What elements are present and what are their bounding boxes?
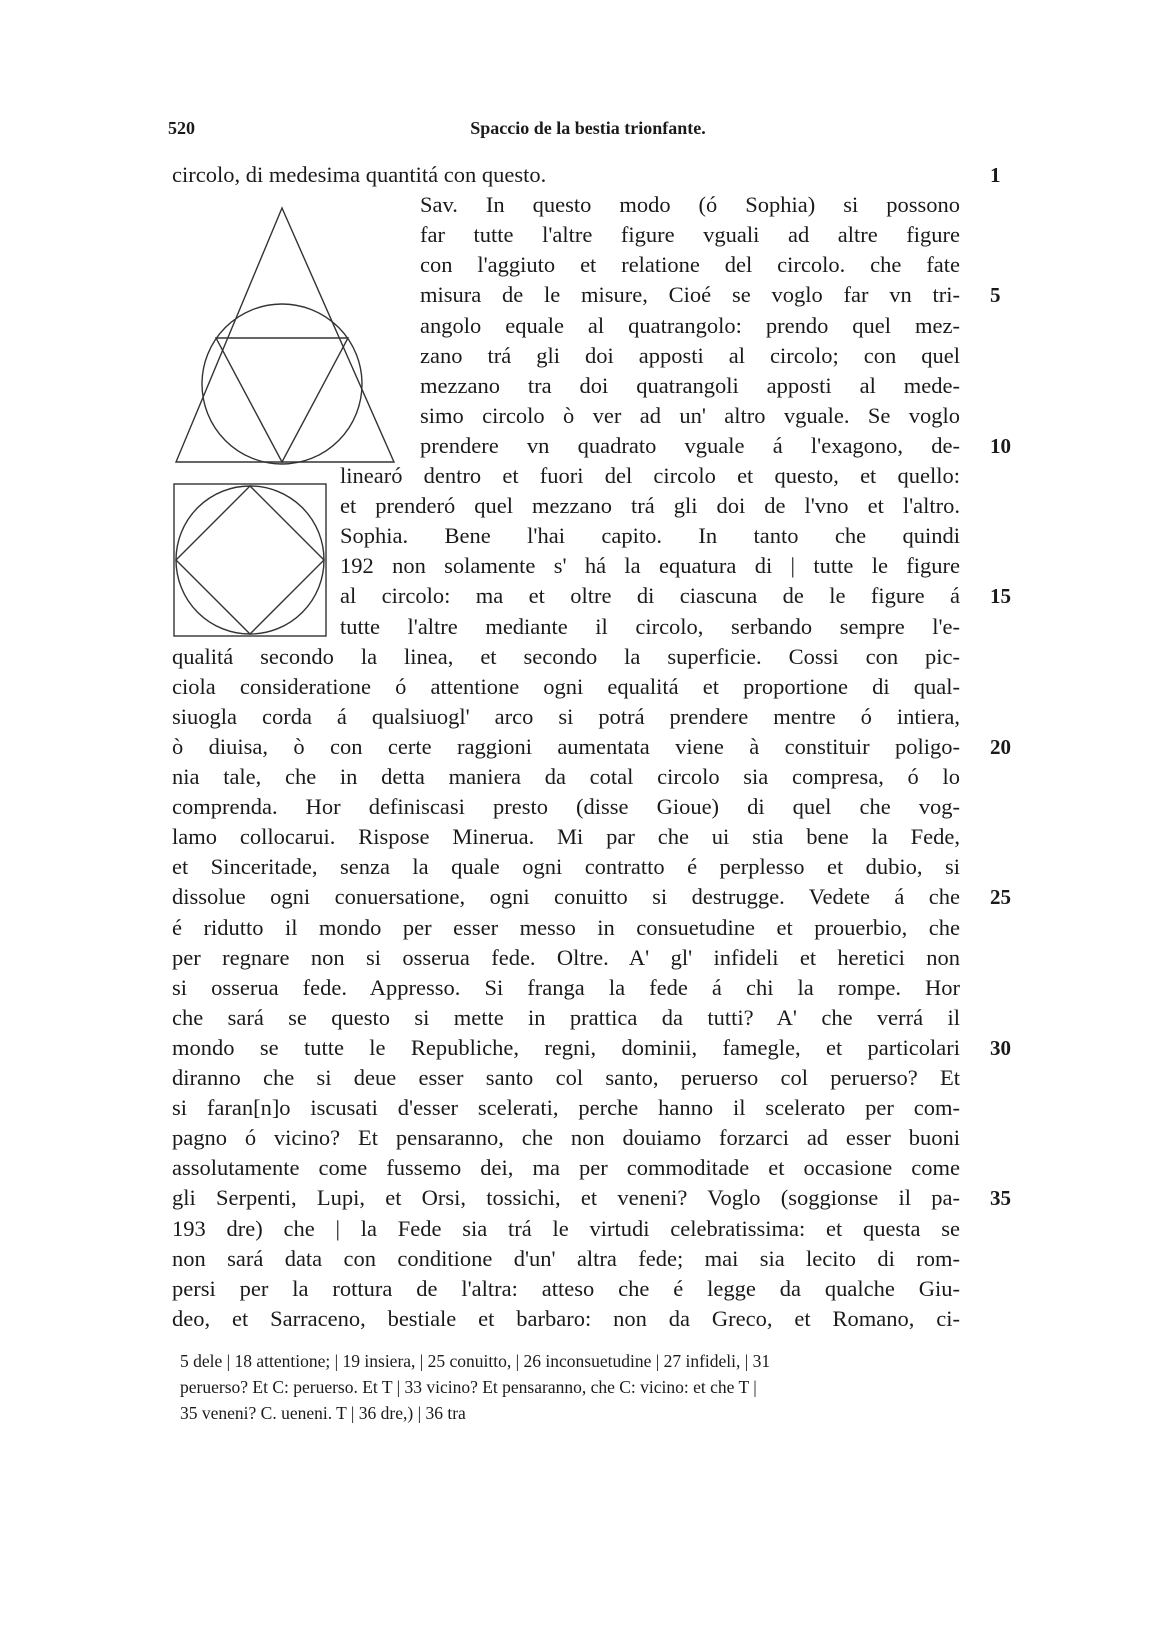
text-line: non sará data con conditione d'un' altra fede; mai sia lecito di rom- — [172, 1245, 960, 1271]
text-line: che sará se questo si mette in prattica da tutti? A' che verrá il — [172, 1004, 960, 1030]
text-line: siuogla corda á qualsiuogl' arco si potrá prendere mentre ó intiera, — [172, 703, 960, 729]
line-number: 35 — [990, 1186, 1011, 1211]
text-line: nia tale, che in detta maniera da cotal circolo sia compresa, ó lo — [172, 764, 960, 789]
text-line: lamo collocarui. Rispose Minerua. Mi par che ui stia bene la Fede, — [172, 824, 960, 850]
line-number: 1 — [990, 163, 1001, 187]
line-number: 25 — [990, 885, 1011, 910]
text-line: angolo equale al quatrangolo: prendo quel mez- — [420, 312, 960, 338]
line-number: 30 — [990, 1035, 1011, 1060]
text-line: far tutte l'altre figure vguali ad altre figure — [420, 222, 960, 248]
text-line: é ridutto il mondo per esser messo in consuetudine et prouerbio, che — [172, 914, 960, 940]
line-number: 20 — [990, 734, 1011, 759]
text-line: tutte l'altre mediante il circolo, serbando sempre l'e- — [340, 613, 960, 639]
text-line: gli Serpenti, Lupi, et Orsi, tossichi, et veneni? Voglo (soggionse il pa- — [172, 1185, 960, 1211]
footnote-line: 35 veneni? C. ueneni. T | 36 dre,) | 36 tra — [180, 1403, 466, 1423]
text-line: ciola consideratione ó attentione ogni equalitá et proportione di qual- — [172, 673, 960, 699]
text-line: 192 non solamente s' há la equatura di | tutte le figure — [340, 553, 960, 579]
text-line: si osserua fede. Appresso. Si franga la fede á chi la rompe. Hor — [172, 974, 960, 1000]
line-number: 10 — [990, 433, 1011, 458]
triangle-circle-figure — [170, 200, 410, 470]
page-header — [168, 118, 1008, 148]
text-line: ò diuisa, ò con certe raggioni aumentata viene à constituir poligo- — [172, 733, 960, 759]
text-line: pagno ó vicino? Et pensaranno, che non douiamo forzarci ad esser buoni — [172, 1125, 960, 1151]
text-line: per regnare non si osserua fede. Oltre. A' gl' infideli et heretici non — [172, 944, 960, 970]
text-line: dissolue ogni conuersatione, ogni conuitto si destrugge. Vedete á che — [172, 884, 960, 910]
running-title: Spaccio de la bestia trionfante. — [470, 118, 706, 138]
text-line: Sav. In questo modo (ó Sophia) si possono — [420, 192, 960, 218]
text-line: circolo, di medesima quantitá con questo. — [172, 162, 547, 187]
page-number: 520 — [168, 118, 195, 138]
text-line: assolutamente come fussemo dei, ma per commoditade et occasione come — [172, 1155, 960, 1181]
text-line: qualitá secondo la linea, et secondo la superficie. Cossi con pic- — [172, 643, 960, 669]
text-line: linearó dentro et fuori del circolo et questo, et quello: — [340, 463, 960, 488]
text-line: comprenda. Hor definiscasi presto (disse Gioue) di quel che vog- — [172, 794, 960, 820]
text-line: al circolo: ma et oltre di ciascuna de le figure á — [340, 583, 960, 609]
text-line: Sophia. Bene l'hai capito. In tanto che quindi — [340, 523, 960, 549]
footnote-line: 5 dele | 18 attentione; | 19 insiera, | 25 conuitto, | 26 inconsuetudine | 27 infideli, | 31 — [180, 1351, 771, 1371]
text-line: misura de le misure, Cioé se voglo far vn tri- — [420, 282, 960, 308]
text-line: 193 dre) che | la Fede sia trá le virtudi celebratissima: et questa se — [172, 1215, 960, 1241]
text-line: mondo se tutte le Republiche, regni, dominii, famegle, et particolari — [172, 1034, 960, 1060]
square-circle-figure — [170, 480, 330, 640]
footnote-line: peruerso? Et C: peruerso. Et T | 33 vicino? Et pensaranno, che C: vicino: et che T | — [180, 1377, 757, 1397]
text-line: si faran[n]o iscusati d'esser scelerati, perche hanno il scelerato per com- — [172, 1095, 960, 1121]
line-number: 15 — [990, 584, 1011, 609]
text-line: simo circolo ò ver ad un' altro vguale. Se voglo — [420, 402, 960, 428]
text-line: con l'aggiuto et relatione del circolo. che fate — [420, 252, 960, 278]
line-number: 5 — [990, 283, 1001, 308]
text-line: mezzano tra doi quatrangoli apposti al mede- — [420, 372, 960, 398]
text-line: persi per la rottura de l'altra: atteso che é legge da qualche Giu- — [172, 1275, 960, 1301]
text-line: et Sinceritade, senza la quale ogni contratto é perplesso et dubio, si — [172, 854, 960, 880]
text-line: diranno che si deue esser santo col santo, peruerso col peruerso? Et — [172, 1065, 960, 1090]
text-line: prendere vn quadrato vguale á l'exagono, de- — [420, 432, 960, 458]
text-line: deo, et Sarraceno, bestiale et barbaro: non da Greco, et Romano, ci- — [172, 1305, 960, 1331]
text-line: zano trá gli doi apposti al circolo; con quel — [420, 342, 960, 368]
text-line: et prenderó quel mezzano trá gli doi de l'vno et l'altro. — [340, 493, 960, 519]
